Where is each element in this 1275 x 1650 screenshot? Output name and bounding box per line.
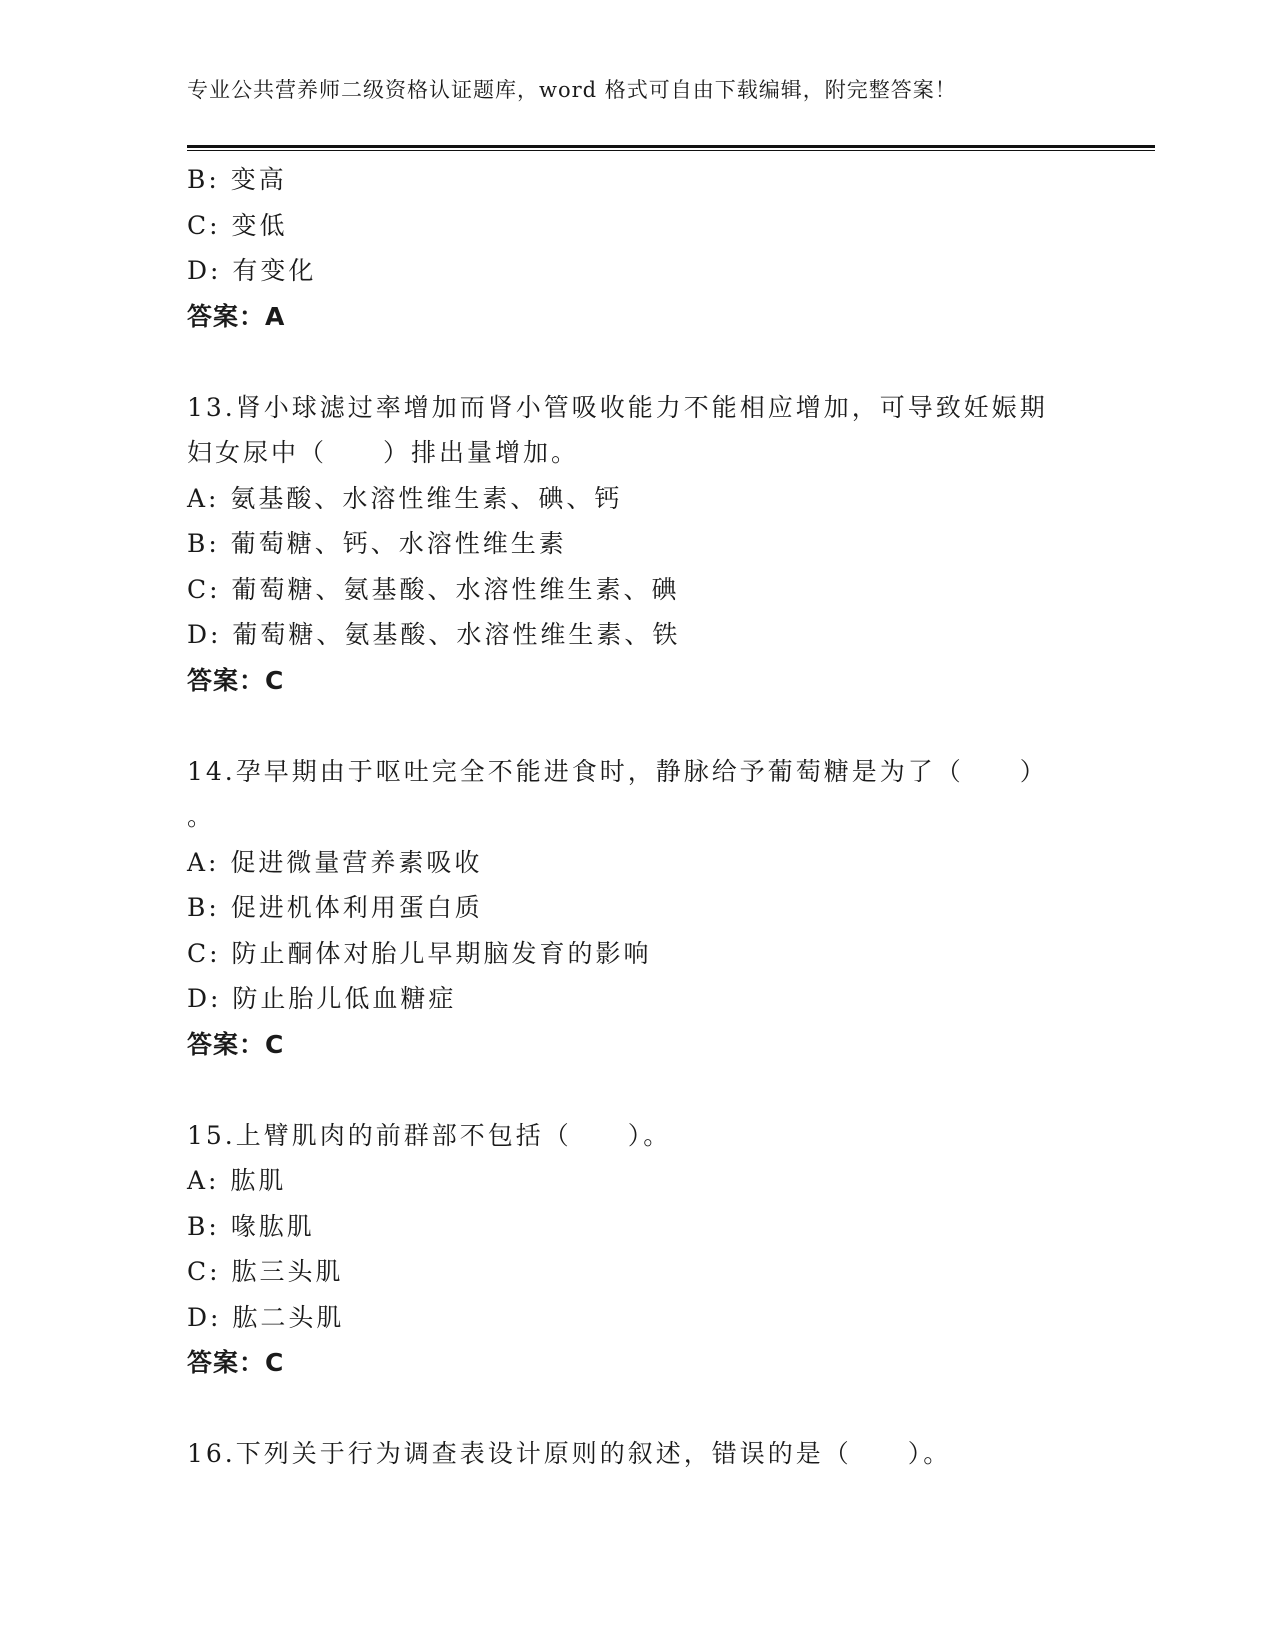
question-text-line: 14.孕早期由于呕吐完全不能进食时，静脉给予葡萄糖是为了（ ） (187, 756, 1048, 786)
question-content (187, 157, 1087, 1477)
question-text-line: 妇女尿中（ ）排出量增加。 (187, 438, 580, 467)
spacer (187, 1067, 1087, 1113)
spacer (187, 1386, 1087, 1432)
option-c: C: 葡萄糖、氨基酸、水溶性维生素、碘 (187, 574, 680, 604)
answer-line: 答案：C (187, 1029, 285, 1059)
option-d: D: 防止胎儿低血糖症 (187, 984, 457, 1013)
option-b: B: 葡萄糖、钙、水溶性维生素 (187, 529, 567, 558)
question-15 (187, 1113, 1087, 1386)
spacer (187, 339, 1087, 385)
question-text-line: 13.肾小球滤过率增加而肾小管吸收能力不能相应增加，可导致妊娠期 (187, 392, 1048, 422)
option-a: A: 氨基酸、水溶性维生素、碘、钙 (187, 483, 623, 513)
option-a: A: 促进微量营养素吸收 (187, 847, 483, 877)
page-header-title: 专业公共营养师二级资格认证题库，word 格式可自由下载编辑，附完整答案！ (187, 78, 957, 102)
question-13 (187, 385, 1087, 704)
option-a: A: 肱肌 (187, 1166, 287, 1195)
answer-line: 答案：C (187, 1348, 285, 1377)
option-d: D: 葡萄糖、氨基酸、水溶性维生素、铁 (187, 620, 681, 649)
answer-line: 答案：A (187, 301, 286, 331)
question-text-line: 16.下列关于行为调查表设计原则的叙述，错误的是（ ）。 (187, 1439, 952, 1468)
question-12-tail (187, 157, 1087, 339)
option-b: B: 喙肱肌 (187, 1211, 315, 1241)
question-text-line: 。 (187, 802, 216, 831)
option-b: B: 变高 (187, 165, 287, 194)
option-b: B: 促进机体利用蛋白质 (187, 893, 483, 922)
spacer (187, 703, 1087, 749)
question-14 (187, 749, 1087, 1068)
answer-line: 答案：C (187, 665, 285, 695)
question-16 (187, 1431, 1087, 1477)
option-c: C: 变低 (187, 210, 288, 240)
option-c: C: 肱三头肌 (187, 1257, 344, 1286)
question-text-line: 15.上臂肌肉的前群部不包括（ ）。 (187, 1120, 672, 1150)
option-c: C: 防止酮体对胎儿早期脑发育的影响 (187, 938, 652, 968)
header-divider-thick (187, 145, 1155, 148)
option-d: D: 肱二头肌 (187, 1302, 345, 1332)
header-divider-thin (187, 150, 1155, 151)
option-d: D: 有变化 (187, 256, 317, 285)
